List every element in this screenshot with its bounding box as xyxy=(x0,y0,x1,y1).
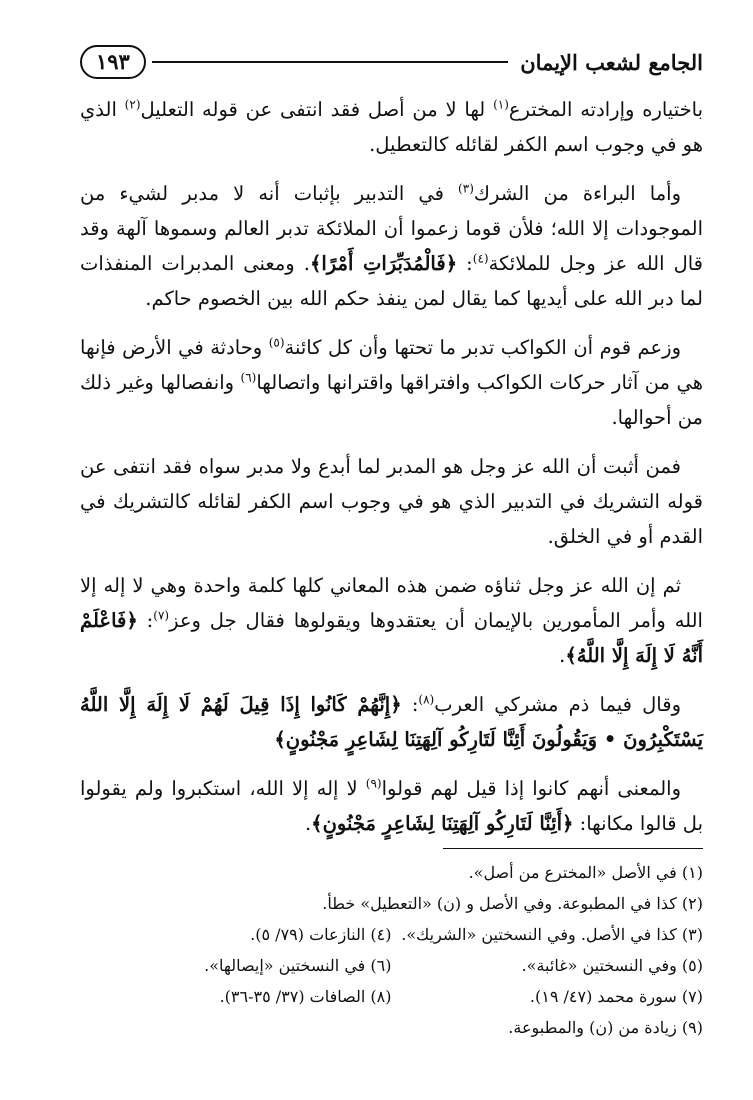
footnote-ref: (٢) xyxy=(124,97,141,112)
quran-quote: ﴿فَاعْلَمْ أَنَّهُ لَا إِلَهَ إِلَّا اللَّهُ﴾ xyxy=(80,609,703,667)
text-run: وزعم قوم أن الكواكب تدبر ما تحتها وأن كل كائنة xyxy=(284,336,681,359)
text-run: لا إله إلا الله، استكبروا ولم يقولوا بل قالوا مكانها: xyxy=(80,777,703,835)
footnote-ref: (٧) xyxy=(153,608,170,623)
main-text xyxy=(80,92,703,855)
paragraph-7 xyxy=(80,771,703,841)
footnote-row xyxy=(80,981,703,1012)
text-run: . xyxy=(559,644,566,667)
text-run: : xyxy=(457,252,473,275)
text-run: وحادثة في الأرض فإنها هي من آثار حركات الكواكب وافتراقها واقترانها واتصالها xyxy=(80,336,703,394)
text-run: والمعنى أنهم كانوا إذا قيل لهم قولوا xyxy=(381,777,682,800)
text-run: في التدبير بإثبات أنه لا مدبر لشيء من الموجودات إلا الله؛ فلأن قوما زعموا أن الملائكة تدبر العالم وسموها آلهة وقد قال الله عز وجل للملائكة xyxy=(80,182,703,275)
footnote-9: (٩) زيادة من (ن) والمطبوعة. xyxy=(508,1018,703,1037)
footnote-ref: (٨) xyxy=(418,692,435,707)
text-run: ثم إن الله عز وجل ثناؤه ضمن هذه المعاني كلها كلمة واحدة وهي لا إله إلا الله وأمر المأمورين بالإيمان أن يعتقدوها ويقولوها فقال جل وعز xyxy=(80,574,703,632)
quran-quote: ﴿فَالْمُدَبِّرَاتِ أَمْرًا﴾ xyxy=(309,252,458,275)
text-run: لها لا من أصل فقد انتفى عن قوله التعليل xyxy=(140,98,494,121)
running-header xyxy=(80,42,703,82)
footnote-ref: (٦) xyxy=(240,370,257,385)
page-number: ١٩٣ xyxy=(80,45,146,79)
paragraph-2 xyxy=(80,176,703,316)
footnote-4: (٤) النازعات (٧٩/ ٥). xyxy=(250,925,392,944)
text-run: وانفصالها وغير ذلك من أحوالها. xyxy=(80,371,703,429)
header-rule xyxy=(152,61,508,63)
paragraph-5 xyxy=(80,568,703,673)
footnote-8: (٨) الصافات (٣٧/ ٣٥-٣٦). xyxy=(219,987,392,1006)
text-run: : xyxy=(401,693,419,716)
text-run: وقال فيما ذم مشركي العرب xyxy=(434,693,681,716)
footnote-3: (٣) كذا في الأصل. وفي النسختين «الشريك». xyxy=(401,925,703,944)
footnote-2: (٢) كذا في المطبوعة. وفي الأصل و (ن) «التعطيل» خطأ. xyxy=(322,894,703,913)
paragraph-3 xyxy=(80,330,703,435)
footnotes xyxy=(80,848,703,1043)
paragraph-1 xyxy=(80,92,703,162)
footnote-5: (٥) وفي النسختين «غائبة». xyxy=(521,956,703,975)
text-run: باختياره وإرادته المخترع xyxy=(508,98,703,121)
book-title: الجامع لشعب الإيمان xyxy=(520,49,703,75)
footnote-ref: (١) xyxy=(493,97,509,112)
footnote-6: (٦) في النسختين «إيصالها». xyxy=(204,956,392,975)
footnote-row xyxy=(80,950,703,981)
quran-quote: ﴿إِنَّهُمْ كَانُوا إِذَا قِيلَ لَهُمْ لَا إِلَهَ إِلَّا اللَّهُ يَسْتَكْبِرُونَ • وَيَقُولُونَ أَئِنَّا لَتَارِكُو آلِهَتِنَا لِشَاعِرٍ مَجْنُونٍ﴾ xyxy=(80,693,703,751)
footnote-1: (١) في الأصل «المخترع من أصل». xyxy=(468,863,703,882)
footnote-7: (٧) سورة محمد (٤٧/ ١٩). xyxy=(529,987,703,1006)
text-run: . ومعنى المدبرات المنفذات لما دبر الله على أيديها كما يقال لمن ينفذ حكم الله بين الخصوم حاكم. xyxy=(80,252,703,310)
text-run: : xyxy=(137,609,154,632)
text-run: وأما البراءة من الشرك xyxy=(473,182,682,205)
footnote-ref: (٩) xyxy=(365,776,382,791)
footnote-row xyxy=(80,919,703,950)
footnote-ref: (٣) xyxy=(458,181,474,196)
footnote-ref: (٤) xyxy=(472,251,489,266)
text-run: فمن أثبت أن الله عز وجل هو المدبر لما أبدع ولا مدبر سواه فقد انتفى عن قوله التشريك في التدبير الذي هو في وجوب اسم الكفر لقائله كالتشريك في القدم أو في الخلق. xyxy=(80,455,703,548)
paragraph-4 xyxy=(80,449,703,554)
paragraph-6 xyxy=(80,687,703,757)
footnote-rule xyxy=(443,848,703,849)
text-run: . xyxy=(304,812,312,835)
text-run: الذي هو في وجوب اسم الكفر لقائله كالتعطيل. xyxy=(80,98,703,156)
footnote-ref: (٥) xyxy=(268,335,285,350)
quran-quote: ﴿أَئِنَّا لَتَارِكُو آلِهَتِنَا لِشَاعِرٍ مَجْنُونٍ﴾ xyxy=(311,812,574,835)
